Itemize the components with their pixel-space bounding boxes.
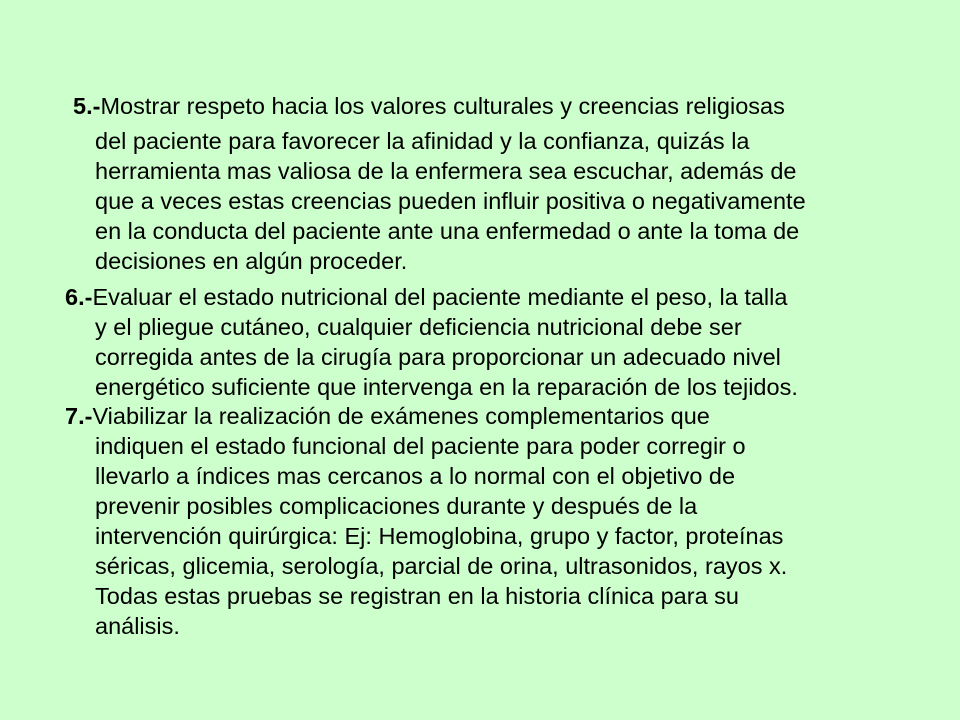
item-line: herramienta mas valiosa de la enfermera sea escuchar, además de [95, 158, 797, 184]
item-text: Evaluar el estado nutricional del paciente mediante el peso, la talla [92, 284, 788, 310]
item-text: Mostrar respeto hacia los valores culturales y creencias religiosas [100, 93, 785, 119]
item-line: indiquen el estado funcional del paciente para poder corregir o [95, 433, 746, 459]
item-number: 7.- [65, 403, 93, 429]
item-line: en la conducta del paciente ante una enfermedad o ante la toma de [95, 218, 800, 244]
item-line: corregida antes de la cirugía para proporcionar un adecuado nivel [95, 344, 781, 370]
item-number: 6.- [65, 284, 93, 310]
item-line: séricas, glicemia, serología, parcial de orina, ultrasonidos, rayos x. [95, 553, 788, 579]
item-line: llevarlo a índices mas cercanos a lo normal con el objetivo de [95, 463, 736, 489]
list-item-7 [65, 401, 787, 641]
item-line: que a veces estas creencias pueden influir positiva o negativamente [95, 188, 806, 214]
item-line: intervención quirúrgica: Ej: Hemoglobina, grupo y factor, proteínas [95, 523, 784, 549]
item-line: energético suficiente que intervenga en la reparación de los tejidos. [95, 374, 798, 400]
item-line: Todas estas pruebas se registran en la historia clínica para su [95, 583, 739, 609]
item-line: análisis. [95, 613, 180, 639]
item-text: Viabilizar la realización de exámenes complementarios que [92, 403, 710, 429]
list-item-5 [65, 91, 806, 276]
item-line: prevenir posibles complicaciones durante y después de la [95, 493, 698, 519]
item-line [65, 401, 787, 431]
list-item-6 [65, 282, 798, 402]
item-line: del paciente para favorecer la afinidad y la confianza, quizás la [95, 128, 750, 154]
item-number: 5.- [73, 93, 101, 119]
item-line [65, 282, 798, 312]
item-line [65, 91, 806, 121]
item-line: decisiones en algún proceder. [95, 248, 408, 274]
item-line: y el pliegue cutáneo, cualquier deficiencia nutricional debe ser [95, 314, 742, 340]
